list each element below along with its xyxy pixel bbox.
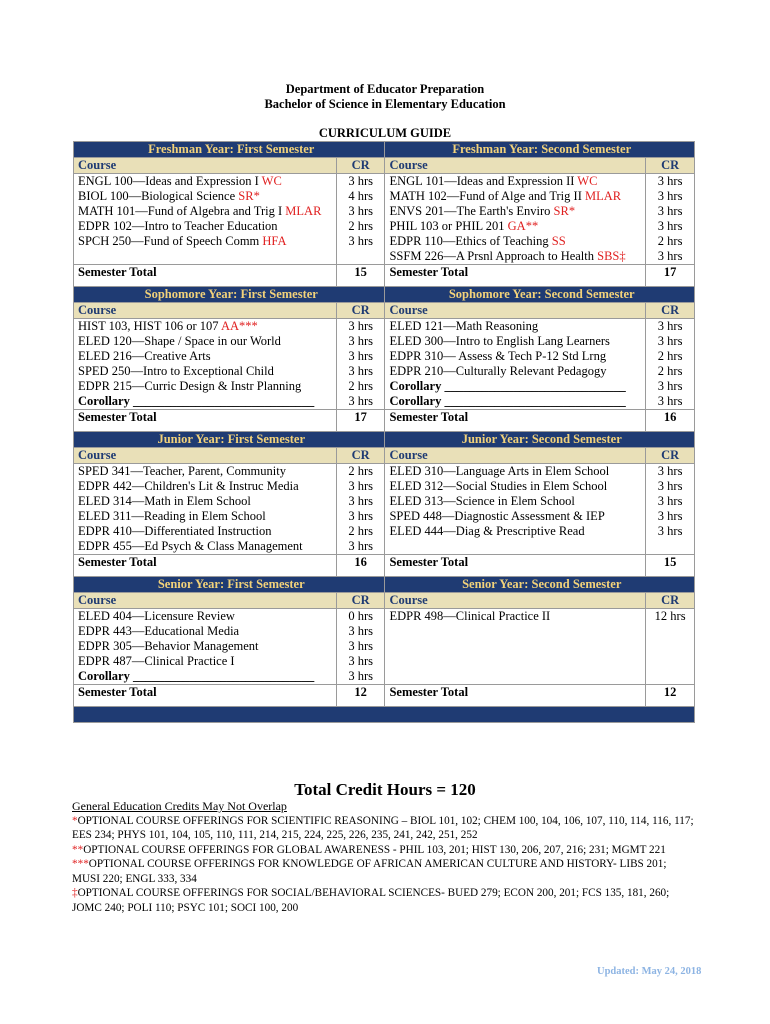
course-name: PHIL 103 or PHIL 201 [389,219,508,233]
credit-hours: 2 hrs [348,464,373,478]
course-header: Course [385,448,646,464]
gen-ed-tag: MLAR [584,189,622,203]
course-item [78,349,336,364]
semester-title-row [74,577,695,593]
credit-item [646,364,694,379]
credit-item [337,349,385,364]
credit-hours: 3 hrs [348,174,373,188]
department-title: Department of Educator Preparation [285,82,485,96]
semester-total-row [74,410,695,432]
credit-hours: 3 hrs [348,654,373,668]
course-name: SPED 341—Teacher, Parent, Community [78,464,286,478]
course-item [389,524,645,539]
course-item [78,204,336,219]
cr-header: CR [336,593,385,609]
course-list [74,319,337,410]
course-item [389,479,645,494]
course-name: ENGL 101—Ideas and Expression II [389,174,578,188]
credit-item [646,219,694,234]
course-item [78,394,336,409]
semester-total-label: Semester Total [385,685,646,707]
credit-hours: 3 hrs [657,174,683,188]
course-item [389,364,645,379]
credit-list [646,319,695,410]
course-name: EDPR 442—Children's Lit & Instruc Media [78,479,299,493]
credit-list [646,464,695,555]
cr-header: CR [646,593,695,609]
cr-header: CR [646,448,695,464]
course-item [389,249,645,264]
semester-title: Freshman Year: Second Semester [385,142,695,158]
credit-list [336,174,385,265]
credit-item [646,234,694,249]
footnote-text: OPTIONAL COURSE OFFERINGS FOR SOCIAL/BEHAVIORAL SCIENCES- BUED 279; ECON 200, 201; FCS 135, 181, 260; JOMC 240; POLI 110; PSYC 101; SOCI 100, 200 [72,887,670,914]
semester-total-row [74,555,695,577]
credit-item [646,509,694,524]
credit-hours: 3 hrs [348,639,373,653]
semester-total-label: Semester Total [74,265,337,287]
footnote [72,814,694,843]
course-name: ELED 314—Math in Elem School [78,494,251,508]
course-item [389,319,645,334]
course-item [389,639,645,654]
credit-hours: 2 hrs [348,379,373,393]
course-list-row [74,319,695,410]
semester-total-value: 12 [646,685,695,707]
semester-total-value: 16 [646,410,695,432]
column-header-row [74,448,695,464]
course-item [78,464,336,479]
course-item [78,174,336,189]
credit-item [337,204,385,219]
credit-item [646,464,694,479]
course-item [389,394,645,409]
credit-hours: 3 hrs [657,509,683,523]
credit-item [646,394,694,409]
course-item [78,494,336,509]
credit-item [337,524,385,539]
course-list [74,174,337,265]
course-item [389,464,645,479]
credit-hours: 3 hrs [657,494,683,508]
course-list [385,464,646,555]
course-name: ELED 120—Shape / Space in our World [78,334,281,348]
credit-list [646,609,695,685]
credit-hours: 2 hrs [657,364,683,378]
credit-item [646,609,694,624]
course-name: SPED 448—Diagnostic Assessment & IEP [389,509,605,523]
course-name: Corollary _____________________________ [389,394,626,408]
course-list [385,609,646,685]
credit-hours: 3 hrs [657,204,683,218]
course-header: Course [385,593,646,609]
footnote-mark: ** [72,843,84,856]
notes-list [72,814,694,916]
course-name: ENVS 201—The Earth's Enviro [389,204,554,218]
credit-hours: 3 hrs [657,219,683,233]
semester-title: Senior Year: First Semester [74,577,385,593]
course-item [78,234,336,249]
footnote-text: OPTIONAL COURSE OFFERINGS FOR GLOBAL AWARENESS - PHIL 103, 201; HIST 130, 206, 207, 216; 231; MGMT 221 [83,843,666,856]
course-name: SPED 250—Intro to Exceptional Child [78,364,274,378]
semester-total-label: Semester Total [385,265,646,287]
course-header: Course [385,303,646,319]
credit-item [337,364,385,379]
gen-ed-tag: MLAR [285,204,322,218]
course-item [389,234,645,249]
credit-hours: 3 hrs [657,189,683,203]
credit-list [646,174,695,265]
column-header-row [74,593,695,609]
gen-ed-tag: WC [577,174,598,188]
semester-title: Freshman Year: First Semester [74,142,385,158]
course-item [78,249,336,264]
credit-hours: 3 hrs [348,204,373,218]
credit-hours: 0 hrs [348,609,373,623]
cr-header: CR [336,303,385,319]
credit-item [337,624,385,639]
credit-hours: 3 hrs [348,509,373,523]
credit-hours: 3 hrs [348,364,373,378]
credit-item [337,509,385,524]
semester-total-row [74,265,695,287]
curriculum-guide-title: CURRICULUM GUIDE [318,126,452,140]
footnote [72,886,694,915]
course-name: EDPR 443—Educational Media [78,624,240,638]
credit-hours: 3 hrs [657,379,683,393]
credit-hours: 3 hrs [657,524,683,538]
semester-total-value: 17 [336,410,385,432]
course-name: EDPR 210—Culturally Relevant Pedagogy [389,364,607,378]
course-name: ENGL 100—Ideas and Expression I [78,174,262,188]
column-header-row [74,303,695,319]
credit-hours: 3 hrs [348,234,373,248]
credit-item [646,639,694,654]
semester-total-label: Semester Total [74,410,337,432]
course-item [389,669,645,684]
credit-hours: 3 hrs [348,624,373,638]
course-item [78,654,336,669]
course-name: ELED 312—Social Studies in Elem School [389,479,608,493]
course-item [389,349,645,364]
course-header: Course [74,448,337,464]
footnote-mark: ‡ [72,887,78,899]
course-name: ELED 404—Licensure Review [78,609,235,623]
credit-item [646,319,694,334]
credit-item [337,379,385,394]
gen-ed-tag: SBS‡ [597,249,626,263]
credit-item [337,494,385,509]
semester-total-label: Semester Total [385,555,646,577]
semester-total-label: Semester Total [74,555,337,577]
course-item [78,189,336,204]
course-name: ELED 310—Language Arts in Elem School [389,464,610,478]
credit-hours: 3 hrs [657,334,683,348]
course-header: Course [385,158,646,174]
course-item [78,639,336,654]
course-item [389,539,645,554]
course-list-row [74,174,695,265]
column-header-row [74,158,695,174]
credit-item [337,319,385,334]
course-name: Corollary _____________________________ [78,394,315,408]
course-item [78,509,336,524]
total-credit-hours: Total Credit Hours = 120 [294,780,476,799]
gen-ed-note: General Education Credits May Not Overlap [72,799,287,813]
credit-hours: 3 hrs [348,319,373,333]
course-item [389,494,645,509]
credit-item [337,394,385,409]
course-list-row [74,609,695,685]
course-item [389,189,645,204]
semester-total-label: Semester Total [74,685,337,707]
credit-item [337,464,385,479]
credit-hours: 3 hrs [348,394,373,408]
document-header [0,82,770,112]
course-name: ELED 216—Creative Arts [78,349,211,363]
gen-ed-tag: SS [551,234,566,248]
semester-total-row [74,685,695,707]
credit-hours: 2 hrs [348,524,373,538]
course-item [389,334,645,349]
course-name: EDPR 487—Clinical Practice I [78,654,235,668]
credit-hours: 3 hrs [348,494,373,508]
credit-hours: 2 hrs [657,234,683,248]
footer-bar-cell [74,707,695,723]
course-item [389,654,645,669]
credit-hours: 3 hrs [348,479,373,493]
course-name: ELED 444—Diag & Prescriptive Read [389,524,585,538]
credit-item [646,524,694,539]
semester-total-value: 16 [336,555,385,577]
credit-hours: 3 hrs [657,394,683,408]
gen-ed-tag: WC [261,174,282,188]
cr-header: CR [336,448,385,464]
credit-list [336,609,385,685]
course-list [385,319,646,410]
credit-item [337,609,385,624]
semester-title-row [74,432,695,448]
cr-header: CR [646,158,695,174]
credit-item [646,189,694,204]
semester-title: Senior Year: Second Semester [385,577,695,593]
course-name: ELED 300—Intro to English Lang Learners [389,334,610,348]
credit-list [336,464,385,555]
cr-header: CR [336,158,385,174]
gen-ed-tag: SR* [238,189,260,203]
semester-total-label: Semester Total [385,410,646,432]
course-name: ELED 313—Science in Elem School [389,494,575,508]
course-item [78,669,336,684]
course-name: MATH 102—Fund of Alge and Trig II [389,189,585,203]
course-name: Corollary _____________________________ [389,379,626,393]
course-name: Corollary _____________________________ [78,669,315,683]
semester-title-row [74,287,695,303]
credit-item [337,479,385,494]
credit-item [337,539,385,554]
credit-item [646,539,694,554]
course-item [389,379,645,394]
credit-item [646,349,694,364]
credit-item [646,494,694,509]
semester-title: Junior Year: First Semester [74,432,385,448]
course-header: Course [74,158,337,174]
semester-title: Sophomore Year: First Semester [74,287,385,303]
course-item [389,509,645,524]
course-name: EDPR 305—Behavior Management [78,639,259,653]
course-name: EDPR 498—Clinical Practice II [389,609,551,623]
course-name: MATH 101—Fund of Algebra and Trig I [78,204,286,218]
footnote-text: OPTIONAL COURSE OFFERINGS FOR SCIENTIFIC REASONING – BIOL 101, 102; CHEM 100, 104, 106, 107, 110, 114, 116, 117; EES 234; PHYS 101, 104, 105, 110, 111, 214, 215, 224, 225, 226, 235, 241, 242, 251, 252 [72,814,694,841]
course-item [78,364,336,379]
course-item [389,609,645,624]
semester-total-value: 15 [336,265,385,287]
credit-item [337,249,385,264]
degree-title: Bachelor of Science in Elementary Education [264,97,506,111]
credit-item [337,334,385,349]
course-item [78,624,336,639]
credit-item [337,669,385,684]
course-item [78,319,336,334]
course-list [74,609,337,685]
course-name: ELED 311—Reading in Elem School [78,509,266,523]
course-item [389,204,645,219]
credit-item [337,654,385,669]
credit-list [336,319,385,410]
course-header: Course [74,303,337,319]
semester-total-value: 17 [646,265,695,287]
credit-hours: 3 hrs [348,334,373,348]
footnote-mark: *** [72,858,89,870]
course-item [389,219,645,234]
course-name: EDPR 410—Differentiated Instruction [78,524,272,538]
course-name: HIST 103, HIST 106 or 107 [78,319,221,333]
course-name: EDPR 455—Ed Psych & Class Management [78,539,303,553]
course-list [74,464,337,555]
credit-item [337,219,385,234]
credit-hours: 4 hrs [348,189,373,203]
credit-item [337,639,385,654]
credit-item [337,234,385,249]
gen-ed-tag: GA** [507,219,539,233]
footnote-text: OPTIONAL COURSE OFFERINGS FOR KNOWLEDGE OF AFRICAN AMERICAN CULTURE AND HISTORY- LIBS 201; MUSI 220; ENGL 333, 334 [72,858,667,885]
semester-title-row [74,142,695,158]
course-item [78,539,336,554]
credit-hours: 3 hrs [348,669,373,683]
credit-hours: 2 hrs [348,219,373,233]
course-name: BIOL 100—Biological Science [78,189,239,203]
course-item [389,624,645,639]
semester-title: Sophomore Year: Second Semester [385,287,695,303]
gen-ed-tag: HFA [262,234,287,248]
semester-title: Junior Year: Second Semester [385,432,695,448]
credit-hours: 3 hrs [657,319,683,333]
course-item [78,219,336,234]
gen-ed-tag: AA*** [220,319,258,333]
course-item [78,334,336,349]
course-name: EDPR 110—Ethics of Teaching [389,234,552,248]
credit-hours: 3 hrs [657,249,683,263]
credit-hours: 3 hrs [657,464,683,478]
credit-item [646,654,694,669]
credit-hours: 3 hrs [348,539,373,553]
credit-item [646,669,694,684]
credit-item [646,204,694,219]
course-name: EDPR 102—Intro to Teacher Education [78,219,278,233]
notes-section [72,799,694,915]
credit-item [646,479,694,494]
course-name: SPCH 250—Fund of Speech Comm [78,234,263,248]
course-item [389,174,645,189]
gen-ed-tag: SR* [553,204,576,218]
course-item [78,379,336,394]
credit-hours: 12 hrs [654,609,686,623]
course-item [78,609,336,624]
updated-date: Updated: May 24, 2018 [597,966,702,977]
table-footer-bar [74,707,695,723]
course-list-row [74,464,695,555]
cr-header: CR [646,303,695,319]
credit-hours: 2 hrs [657,349,683,363]
credit-item [646,379,694,394]
course-name: EDPR 215—Curric Design & Instr Planning [78,379,302,393]
course-name: EDPR 310— Assess & Tech P-12 Std Lrng [389,349,607,363]
course-list [385,174,646,265]
credit-hours: 3 hrs [657,479,683,493]
credit-item [646,334,694,349]
credit-item [646,624,694,639]
credit-item [337,189,385,204]
curriculum-table [73,141,695,723]
credit-item [646,174,694,189]
footnote [72,857,694,886]
semester-total-value: 15 [646,555,695,577]
course-item [78,524,336,539]
footnote-mark: * [72,814,78,827]
semester-total-value: 12 [336,685,385,707]
course-name: ELED 121—Math Reasoning [389,319,539,333]
course-header: Course [74,593,337,609]
footnote [72,843,694,858]
course-item [78,479,336,494]
course-name: SSFM 226—A Prsnl Approach to Health [389,249,598,263]
credit-hours: 3 hrs [348,349,373,363]
credit-item [646,249,694,264]
credit-item [337,174,385,189]
